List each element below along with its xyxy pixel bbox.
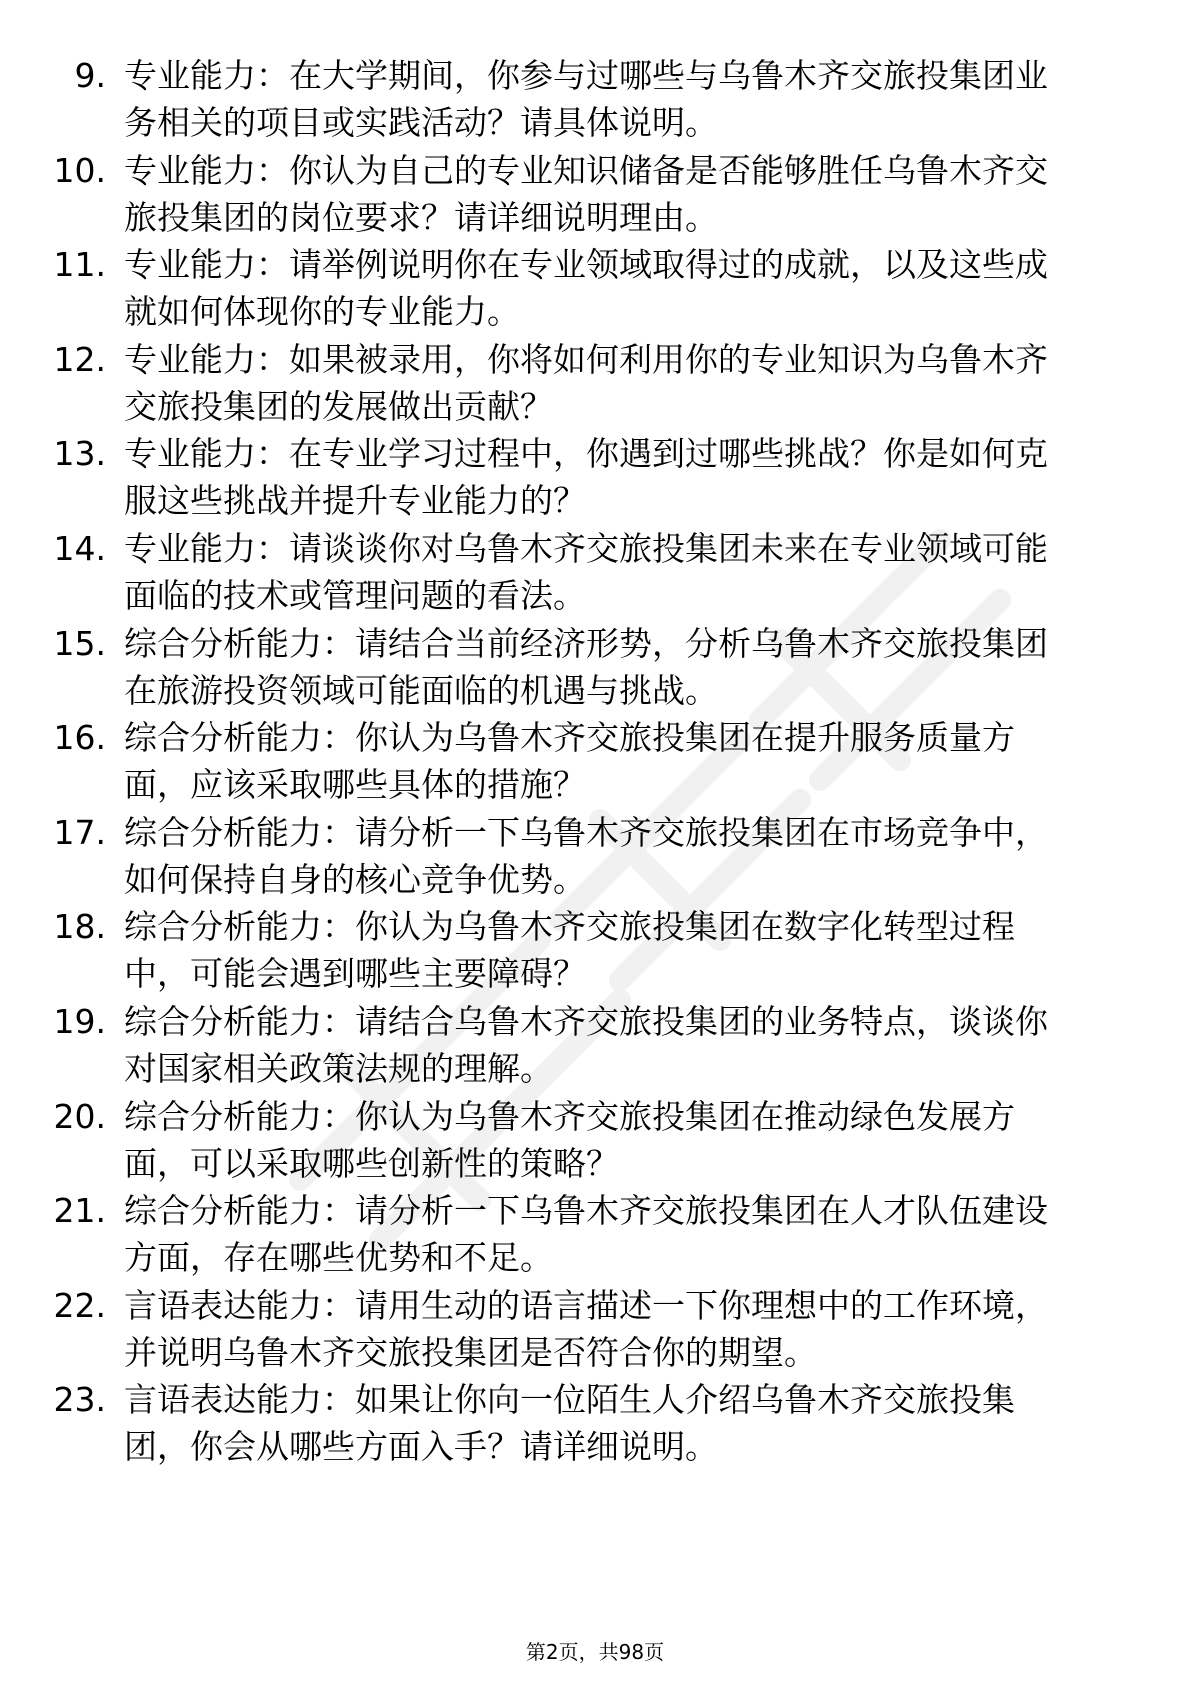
question-text: 专业能力：你认为自己的专业知识储备是否能够胜任乌鲁木齐交旅投集团的岗位要求？请详细说明理由。 [124, 150, 1048, 237]
question-number: 21. [53, 1191, 106, 1231]
question-number: 23. [53, 1380, 106, 1420]
list-item [0, 52, 1190, 147]
list-item [0, 430, 1190, 525]
list-item [0, 809, 1190, 904]
question-number: 12. [53, 339, 106, 379]
question-text: 专业能力：在专业学习过程中，你遇到过哪些挑战？你是如何克服这些挑战并提升专业能力的？ [124, 434, 1048, 521]
list-item [0, 525, 1190, 620]
list-item [0, 1093, 1190, 1188]
question-text: 综合分析能力：请分析一下乌鲁木齐交旅投集团在市场竞争中，如何保持自身的核心竞争优势。 [124, 812, 1048, 899]
question-number: 22. [53, 1285, 106, 1325]
question-text: 专业能力：如果被录用，你将如何利用你的专业知识为乌鲁木齐交旅投集团的发展做出贡献？ [124, 339, 1048, 426]
question-text: 综合分析能力：请结合乌鲁木齐交旅投集团的业务特点，谈谈你对国家相关政策法规的理解。 [124, 1001, 1048, 1088]
list-item [0, 998, 1190, 1093]
question-text: 综合分析能力：请结合当前经济形势，分析乌鲁木齐交旅投集团在旅游投资领域可能面临的机遇与挑战。 [124, 623, 1048, 710]
list-item [0, 714, 1190, 809]
list-item [0, 336, 1190, 431]
question-text: 专业能力：请谈谈你对乌鲁木齐交旅投集团未来在专业领域可能面临的技术或管理问题的看法。 [124, 528, 1048, 615]
question-text: 综合分析能力：你认为乌鲁木齐交旅投集团在提升服务质量方面，应该采取哪些具体的措施？ [124, 718, 1015, 805]
question-number: 19. [53, 1001, 106, 1041]
question-text: 专业能力：在大学期间，你参与过哪些与乌鲁木齐交旅投集团业务相关的项目或实践活动？请具体说明。 [124, 56, 1048, 142]
question-number: 10. [53, 150, 106, 190]
list-item [0, 903, 1190, 998]
list-item [0, 620, 1190, 715]
question-number: 16. [53, 718, 106, 758]
question-number: 13. [53, 434, 106, 474]
question-text: 专业能力：请举例说明你在专业领域取得过的成就，以及这些成就如何体现你的专业能力。 [124, 245, 1048, 332]
list-item [0, 241, 1190, 336]
question-text: 综合分析能力：你认为乌鲁木齐交旅投集团在数字化转型过程中，可能会遇到哪些主要障碍？ [124, 907, 1015, 994]
question-text: 综合分析能力：你认为乌鲁木齐交旅投集团在推动绿色发展方面，可以采取哪些创新性的策略？ [124, 1096, 1015, 1183]
list-item [0, 1282, 1190, 1377]
question-number: 11. [53, 245, 106, 285]
question-number: 17. [53, 812, 106, 852]
question-text: 言语表达能力：请用生动的语言描述一下你理想中的工作环境，并说明乌鲁木齐交旅投集团是否符合你的期望。 [124, 1285, 1048, 1372]
question-number: 15. [53, 623, 106, 663]
question-number: 9. [74, 56, 106, 95]
question-number: 18. [53, 907, 106, 947]
list-item [0, 1376, 1190, 1471]
list-item [0, 1187, 1190, 1282]
question-number: 14. [53, 528, 106, 568]
question-list [0, 52, 1190, 1471]
question-number: 20. [53, 1096, 106, 1136]
page-footer: 第2页，共98页 [525, 1640, 665, 1664]
question-text: 言语表达能力：如果让你向一位陌生人介绍乌鲁木齐交旅投集团，你会从哪些方面入手？请详细说明。 [124, 1380, 1015, 1467]
question-text: 综合分析能力：请分析一下乌鲁木齐交旅投集团在人才队伍建设方面，存在哪些优势和不足。 [124, 1191, 1048, 1278]
list-item [0, 147, 1190, 242]
